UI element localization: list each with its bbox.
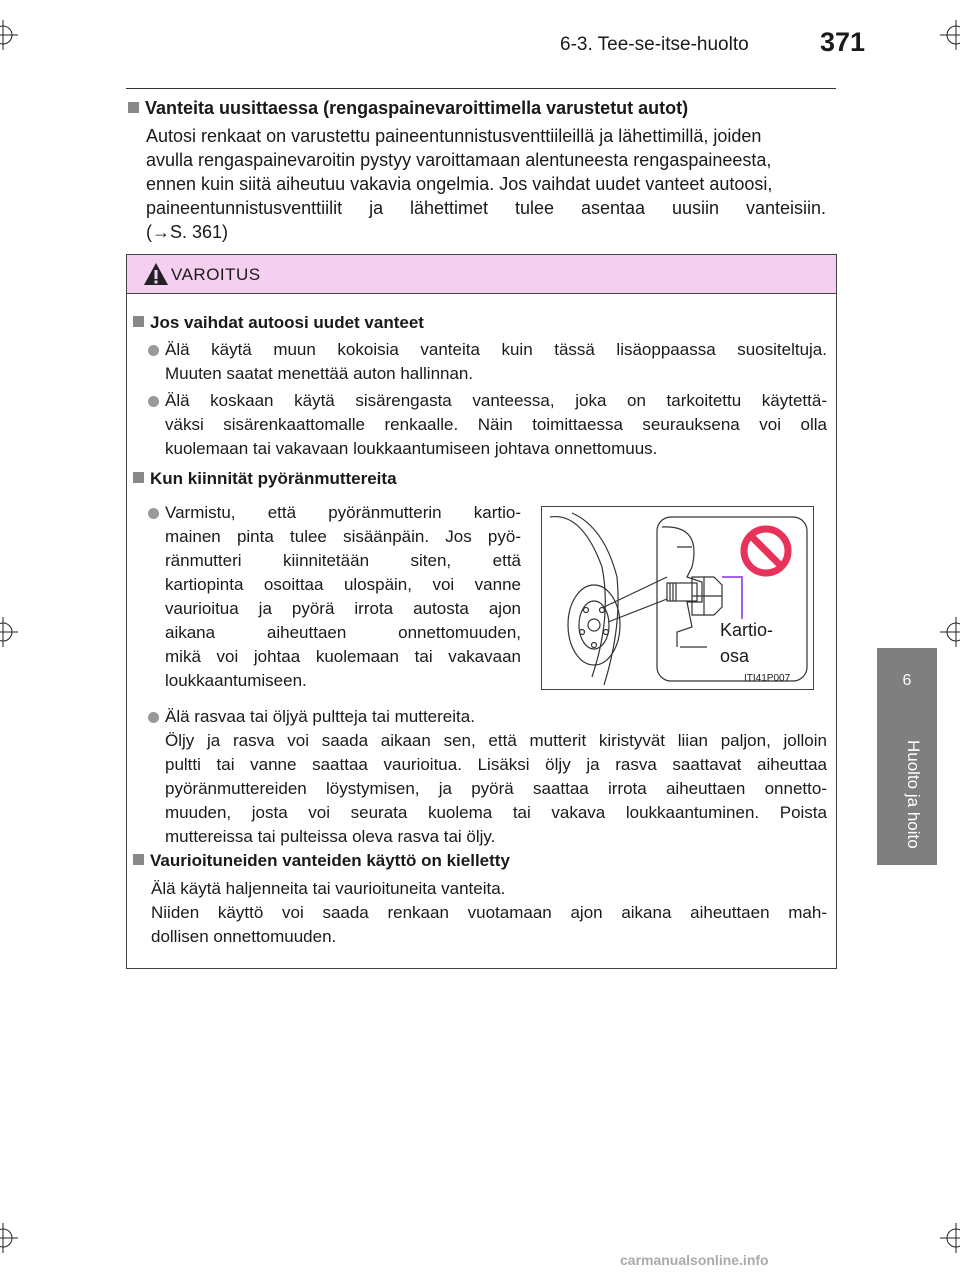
round-bullet-icon — [148, 508, 159, 519]
header-section-title: 6-3. Tee-se-itse-huolto — [560, 34, 749, 55]
body-line: Niiden käyttö voi saada renkaan vuotamaan ajon aikana aiheuttaen mah- — [151, 903, 827, 922]
prohibited-icon — [744, 529, 788, 573]
subheading-text: Vaurioituneiden vanteiden käyttö on kielletty — [150, 851, 510, 870]
warning-triangle-icon — [143, 262, 169, 286]
subheading-text: Jos vaihdat autoosi uudet vanteet — [150, 313, 424, 332]
square-bullet-icon — [133, 316, 144, 327]
bullet-line: pyöränmuttereiden löystymisen, ja pyörä saattaa irrota aiheuttaen onnetto- — [165, 779, 827, 798]
bullet-line: kuolemaan tai vakavaan loukkaantumiseen johtava onnettomuus. — [165, 439, 658, 458]
watermark: carmanualsonline.info — [620, 1252, 769, 1268]
bullet-line: Älä rasvaa tai öljyä pultteja tai muttereita. — [165, 707, 475, 726]
bullet-line: pultti tai vanne saattaa vaurioitua. Lisäksi öljy ja rasva saattavat aiheuttaa — [165, 755, 827, 774]
bullet-line: Varmistu, että pyöränmutterin kartio- — [165, 503, 521, 522]
label-line: osa — [720, 646, 750, 666]
round-bullet-icon — [148, 712, 159, 723]
para-line: (→S. 361) — [146, 222, 229, 242]
bullet-line: Älä koskaan käytä sisärengasta vanteessa, joka on tarkoitettu käytettä- — [165, 391, 827, 410]
bullet-line: väksi sisärenkaattomalle renkaalle. Näin toimittaessa seurauksena voi olla — [165, 415, 827, 434]
warning-title: VAROITUS — [171, 265, 261, 284]
para-line: ennen kuin siitä aiheutuu vakavia ongelmia. Jos vaihdat uudet vanteet autoosi, — [146, 174, 773, 194]
bullet-line: ränmutteri kiinnitetään siten, että — [165, 551, 521, 570]
chapter-number: 6 — [902, 672, 912, 689]
round-bullet-icon — [148, 345, 159, 356]
round-bullet-icon — [148, 396, 159, 407]
label-line: Kartio- — [720, 620, 774, 640]
bullet-line: aikana aiheuttaen onnettomuuden, — [165, 623, 521, 642]
square-bullet-icon — [133, 854, 144, 865]
bullet-line: muttereissa tai pulteissa oleva rasva tai öljy. — [165, 827, 496, 846]
warning-subheading — [133, 313, 424, 333]
bullet-line: Muuten saatat menettää auton hallinnan. — [165, 364, 474, 383]
para-line: paineentunnistusventtiilit ja lähettimet tulee asentaa uusiin vanteisiin. — [146, 198, 826, 218]
page-number: 371 — [820, 27, 866, 57]
bullet-line: mikä voi johtaa kuolemaan tai vakavaan — [165, 647, 521, 666]
bullet-line: muuden, josta voi seurata kuolema tai vakava loukkaantuminen. Poista — [165, 803, 827, 822]
illustration-code: ITI41P007 — [744, 673, 791, 684]
bullet-line: mainen pinta tulee sisäänpäin. Jos pyö- — [165, 527, 521, 546]
section-heading — [128, 98, 688, 119]
para-line: avulla rengaspainevaroitin pystyy varoittamaan alentuneesta rengaspaineesta, — [146, 150, 772, 170]
bullet-line: Älä käytä muun kokoisia vanteita kuin tässä lisäoppaassa suositeltuja. — [165, 340, 827, 359]
warning-header — [127, 255, 836, 294]
bullet-line: loukkaantumiseen. — [165, 671, 307, 690]
warning-subheading — [133, 469, 397, 489]
chapter-label: Huolto ja hoito — [904, 740, 923, 849]
bullet-line: vaurioitua ja pyörä irrota autosta ajon — [165, 599, 521, 618]
body-line: Älä käytä haljenneita tai vaurioituneita vanteita. — [151, 879, 506, 898]
bullet-line: kartiopinta osoittaa ulospäin, voi vanne — [165, 575, 521, 594]
square-bullet-icon — [133, 472, 144, 483]
illustration-label — [720, 617, 773, 669]
body-line: dollisen onnettomuuden. — [151, 927, 337, 946]
square-bullet-icon — [128, 102, 139, 113]
subheading-text: Kun kiinnität pyöränmuttereita — [150, 469, 397, 488]
para-line: Autosi renkaat on varustettu paineentunnistusventtiileillä ja lähettimillä, joiden — [146, 126, 762, 146]
warning-subheading — [133, 851, 510, 871]
section-heading-text: Vanteita uusittaessa (rengaspainevaroittimella varustetut autot) — [145, 98, 689, 118]
bullet-line: Öljy ja rasva voi saada aikaan sen, että mutterit kiristyvät liian paljon, jolloin — [165, 731, 827, 750]
header-divider — [126, 88, 836, 89]
pointer-line — [722, 577, 742, 619]
wheel-nut-illustration — [541, 506, 814, 690]
